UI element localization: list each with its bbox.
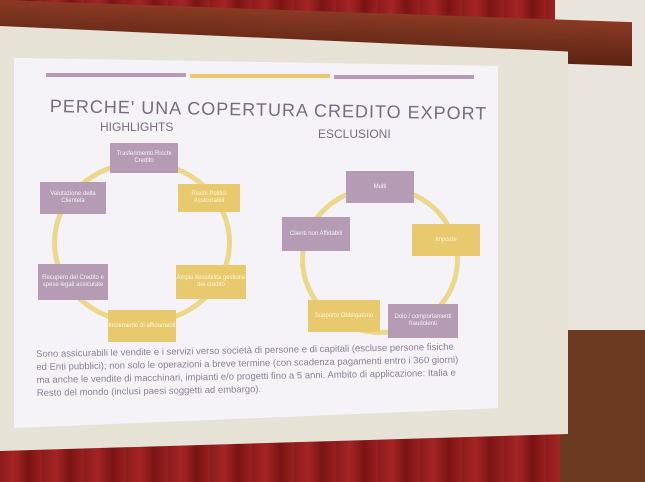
highlight-step-1: Trasferimento Rischi Credito	[110, 143, 178, 173]
exclusion-step-2: Imposte	[412, 224, 480, 256]
header-bar-purple-2	[334, 75, 474, 79]
highlight-step-4: Incremento di affidamenti	[108, 310, 176, 342]
header-bar-purple	[46, 73, 186, 77]
highlight-step-2: Rischi Politici Assicurabili	[178, 184, 240, 212]
highlight-step-3: Ampia flessibilita gestione dei credito	[176, 265, 246, 299]
highlight-step-5: Recupero del Credito e spese legali assicurate	[38, 264, 108, 300]
exclusions-title: ESCLUSIONI	[318, 127, 391, 141]
highlights-title: HIGHLIGHTS	[100, 120, 174, 134]
exclusion-step-1: Multi	[346, 171, 414, 203]
slide-body-text: Sono assicurabili le vendite e i servizi verso società di persone e di capitali (escluse persone fisiche ed Enti pubblici); non solo le operazioni a breve termine (con scadenza pagamenti entro i 360 giorni) ma anche le vendite di macchinari, impianti e/o progetti fino a 5 anni. Ambito di applicazione: Italia e Resto del mondo (inclusi paesi soggetti ad embargo).	[36, 341, 459, 399]
header-bar-gold	[190, 74, 330, 78]
highlight-step-6: Valutazione della Clientela	[40, 182, 106, 214]
exclusion-step-5: Clienti non Affidabili	[282, 217, 350, 251]
exclusion-step-3: Dolo / comportamenti fraudolenti	[388, 304, 458, 338]
slide-title: PERCHE' UNA COPERTURA CREDITO EXPORT	[49, 96, 488, 124]
exclusion-step-4: Supporto Obbligatorio	[308, 300, 380, 332]
wooden-cabinet	[560, 330, 645, 482]
